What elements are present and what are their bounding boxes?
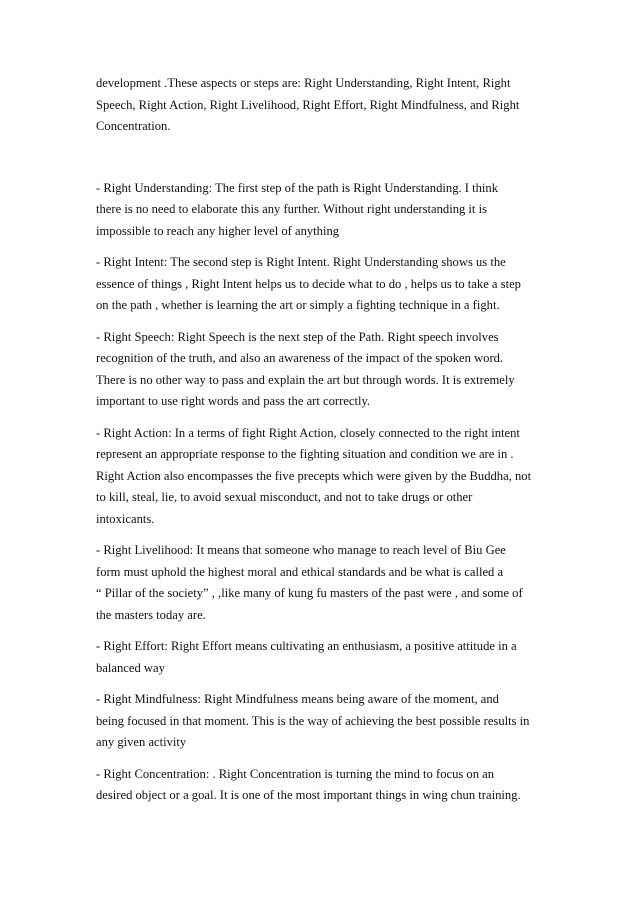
text-line: Concentration.	[96, 119, 171, 133]
step-right-concentration	[96, 764, 546, 807]
text-line: development .These aspects or steps are: Right Understanding, Right Intent, Right	[96, 76, 511, 90]
text-line: impossible to reach any higher level of anything	[96, 223, 340, 238]
text-line: - Right Intent: The second step is Right Intent. Right Understanding shows us the	[96, 255, 506, 269]
text-line: - Right Effort: Right Effort means cultivating an enthusiasm, a positive attitude in a	[96, 639, 517, 653]
text-line: “ Pillar of the society” , ,like many of kung fu masters of the past were , and some of	[96, 586, 523, 600]
text-line: balanced way	[96, 660, 165, 675]
step-right-livelihood	[96, 540, 546, 626]
step-right-effort	[96, 636, 546, 679]
step-right-understanding	[96, 178, 546, 243]
text-line: recognition of the truth, and also an awareness of the impact of the spoken word.	[96, 351, 504, 365]
text-line: on the path , whether is learning the art or simply a fighting technique in a fight.	[96, 298, 500, 312]
text-line: There is no other way to pass and explain the art but through words. It is extremely	[96, 372, 515, 387]
text-line: - Right Speech: Right Speech is the next step of the Path. Right speech involves	[96, 329, 499, 344]
text-line: important to use right words and pass the art correctly.	[96, 394, 371, 408]
text-line: Speech, Right Action, Right Livelihood, Right Effort, Right Mindfulness, and Right	[96, 97, 520, 112]
text-line: - Right Action: In a terms of fight Right Action, closely connected to the right intent	[96, 425, 520, 440]
text-line: - Right Mindfulness: Right Mindfulness means being aware of the moment, and	[96, 692, 499, 706]
step-right-intent	[96, 252, 546, 317]
document-body	[96, 73, 546, 817]
intro-paragraph	[96, 73, 546, 138]
step-right-action	[96, 423, 546, 531]
text-line: represent an appropriate response to the fighting situation and condition we are in .	[96, 447, 514, 461]
text-line: the masters today are.	[96, 607, 206, 622]
text-line: essence of things , Right Intent helps us to decide what to do , helps us to take a step	[96, 276, 521, 291]
text-line: - Right Understanding: The first step of the path is Right Understanding. I think	[96, 180, 499, 195]
text-line: desired object or a goal. It is one of the most important things in wing chun training.	[96, 788, 521, 802]
text-line: there is no need to elaborate this any further. Without right understanding it is	[96, 202, 487, 216]
text-line: intoxicants.	[96, 511, 155, 526]
step-right-mindfulness	[96, 689, 546, 754]
text-line: being focused in that moment. This is the way of achieving the best possible results in	[96, 713, 530, 728]
text-line: Right Action also encompasses the five precepts which were given by the Buddha, not	[96, 468, 532, 483]
text-line: - Right Livelihood: It means that someone who manage to reach level of Biu Gee	[96, 543, 506, 557]
text-line: form must uphold the highest moral and ethical standards and be what is called a	[96, 564, 504, 579]
text-line: any given activity	[96, 735, 187, 749]
text-line: to kill, steal, lie, to avoid sexual misconduct, and not to take drugs or other	[96, 490, 473, 504]
step-right-speech	[96, 327, 546, 413]
text-line: - Right Concentration: . Right Concentration is turning the mind to focus on an	[96, 766, 495, 781]
